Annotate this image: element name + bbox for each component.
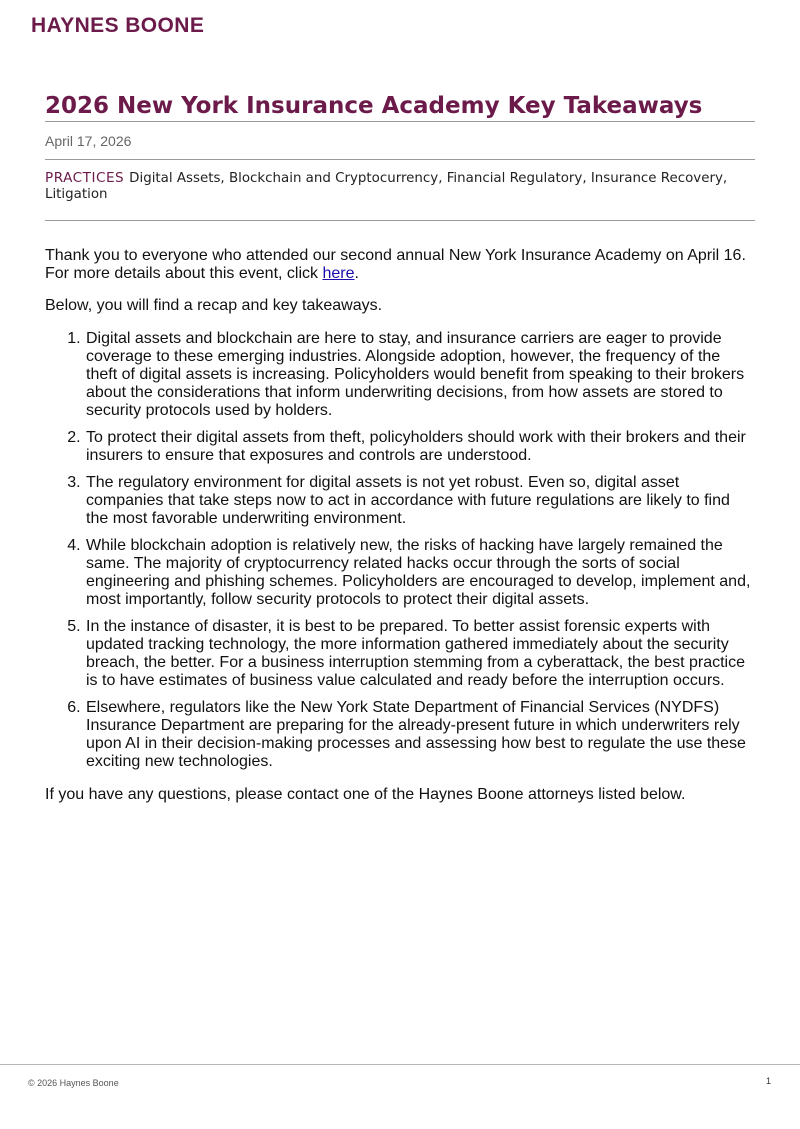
takeaways-list: [45, 330, 755, 772]
intro-period: .: [354, 265, 359, 283]
closing-paragraph: If you have any questions, please contact one of the Haynes Boone attorneys listed below.: [45, 785, 686, 803]
intro-text: Thank you to everyone who attended our second annual New York Insurance Academy on April 16. For more details about this event, click: [45, 247, 746, 283]
publication-date: April 17, 2026: [45, 133, 132, 149]
page-title: 2026 New York Insurance Academy Key Takeaways: [45, 93, 703, 119]
article-body: [45, 221, 755, 804]
recap-paragraph: Below, you will find a recap and key takeaways.: [45, 297, 383, 315]
intro-paragraph: [45, 247, 755, 283]
practices-section: [45, 160, 755, 220]
copyright-notice: © 2026 Haynes Boone: [28, 1078, 119, 1088]
takeaway-item: 4. While blockchain adoption is relatively new, the risks of hacking have largely remained the same. The majority of cryptocurrency related hacks occur through the sorts of social engineering and phishing schemes. Policyholders are encouraged to develop, implement and, most importantly, follow security protocols to protect their digital assets.: [85, 537, 755, 610]
practices-label: PRACTICES: [45, 170, 125, 186]
event-details-link[interactable]: here: [322, 265, 355, 283]
takeaway-item: 6. Elsewhere, regulators like the New York State Department of Financial Services (NYDFS) Insurance Department are preparing for the already-present future in which underwriters rely upon AI in their decision-making processes and assessing how best to regulate the use these exciting new technologies.: [85, 699, 755, 772]
page-number: 1: [765, 1076, 771, 1086]
takeaway-item: 2. To protect their digital assets from theft, policyholders should work with their brokers and their insurers to ensure that exposures and controls are understood.: [85, 429, 755, 465]
takeaway-item: 3. The regulatory environment for digital assets is not yet robust. Even so, digital asset companies that take steps now to act in accordance with future regulations are likely to find the most favorable underwriting environment.: [85, 474, 755, 529]
article: [45, 88, 755, 818]
haynes-boone-logo: HAYNES BOONE: [31, 14, 205, 37]
takeaway-item: 5. In the instance of disaster, it is best to be prepared. To better assist forensic experts with updated tracking technology, the more information gathered immediately about the security breach, the better. For a business interruption stemming from a cyberattack, the best practice is to have estimates of business value calculated and ready before the interruption occurs.: [85, 618, 755, 691]
takeaway-item: 1. Digital assets and blockchain are here to stay, and insurance carriers are eager to provide coverage to these emerging industries. Alongside adoption, however, the frequency of the theft of digital assets is increasing. Policyholders would benefit from speaking to their brokers about the considerations that inform underwriting decisions, from how assets are stored to security protocols used by holders.: [85, 330, 755, 421]
footer-divider: [0, 1064, 800, 1065]
practices-list: Digital Assets, Blockchain and Cryptocurrency, Financial Regulatory, Insurance Recovery, Litigation: [45, 171, 728, 202]
